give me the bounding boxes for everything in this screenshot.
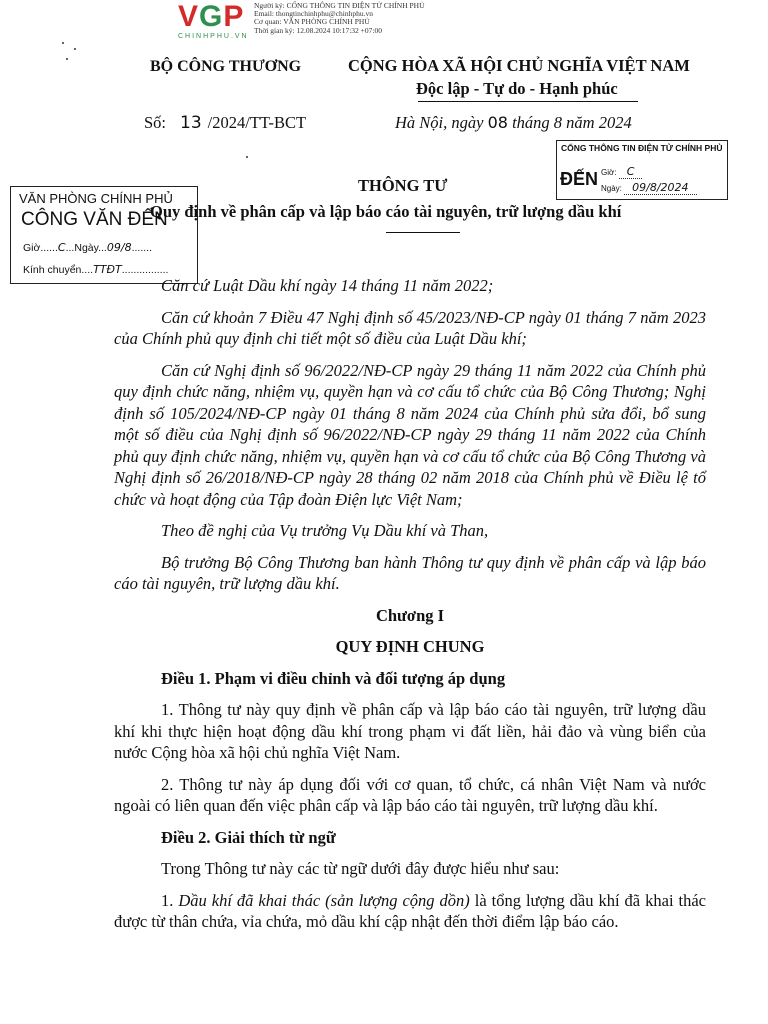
preamble-proposal: Theo đề nghị của Vụ trưởng Vụ Dầu khí và Than, bbox=[161, 521, 489, 540]
place-date-suffix: tháng 8 năm 2024 bbox=[512, 113, 632, 132]
number-handwritten: 13 bbox=[180, 113, 202, 133]
day-handwritten: 08 bbox=[487, 113, 508, 132]
portal-receipt-stamp bbox=[556, 140, 728, 200]
number-suffix: /2024/TT-BCT bbox=[207, 113, 307, 132]
logo-letters: VGP bbox=[178, 0, 245, 33]
scan-speck bbox=[66, 58, 68, 60]
republic-title: CỘNG HÒA XÃ HỘI CHỦ NGHĨA VIỆT NAM bbox=[348, 56, 690, 75]
preamble-decree-96: Căn cứ Nghị định số 96/2022/NĐ-CP ngày 29 tháng 11 năm 2022 của Chính phủ quy định chức năng, nhiệm vụ, quyền hạn và cơ cấu tổ chức của Bộ Công Thương; Nghị định số 105/2024/NĐ-CP ngày 01 tháng 8 năm 2024 của Chính phủ sửa đổi, bổ sung một số điều của Nghị định số 96/2022/NĐ-CP ngày 29 tháng 11 năm 2022 của Chính phủ quy định chức năng, nhiệm vụ, quyền hạn và cơ cấu tổ chức của Bộ Công Thương và Nghị định số 26/2018/NĐ-CP ngày 28 tháng 02 năm 2018 của Chính phủ về Điều lệ tổ chức và hoạt động của Tập đoàn Điện lực Việt Nam; bbox=[114, 360, 706, 509]
article-2-intro: Trong Thông tư này các từ ngữ dưới đây được hiểu như sau: bbox=[161, 859, 560, 878]
document-number bbox=[144, 113, 306, 133]
office-stamp-title: VĂN PHÒNG CHÍNH PHỦ bbox=[19, 191, 173, 206]
article-1-title: Điều 1. Phạm vi điều chỉnh và đối tượng áp dụng bbox=[161, 668, 506, 688]
chapter-number: Chương I bbox=[375, 605, 445, 625]
logo-subtitle: CHINHPHU.VN bbox=[178, 33, 249, 40]
scan-speck bbox=[74, 48, 76, 50]
office-receipt-stamp bbox=[10, 186, 198, 284]
article-1-clause-2: 2. Thông tư này áp dụng đối với cơ quan, tổ chức, cá nhân Việt Nam và nước ngoài có liên quan đến việc phân cấp và lập báo cáo tài nguyên, trữ lượng dầu khí. bbox=[114, 774, 706, 815]
chapter-title: QUY ĐỊNH CHUNG bbox=[335, 637, 485, 656]
signature-signer: Người ký: CỔNG THÔNG TIN ĐIỆN TỬ CHÍNH PHỦ bbox=[254, 1, 425, 10]
national-motto: Độc lập - Tự do - Hạnh phúc bbox=[416, 79, 618, 98]
article-1-clause-1: 1. Thông tư này quy định về phân cấp và lập báo cáo tài nguyên, trữ lượng dầu khí khi thực hiện hoạt động dầu khí trong phạm vi đất liền, hải đảo và vùng biển của nước Cộng hòa xã hội chủ nghĩa Việt Nam. bbox=[114, 700, 706, 762]
issuing-ministry: BỘ CÔNG THƯƠNG bbox=[150, 58, 302, 75]
number-label: Số: bbox=[144, 113, 167, 132]
motto-underline bbox=[418, 101, 638, 102]
office-stamp-time-date: Giờ......C...Ngày...09/8....... bbox=[23, 241, 152, 254]
place-date-prefix: Hà Nội, ngày bbox=[395, 113, 484, 132]
article-2-title: Điều 2. Giải thích từ ngữ bbox=[161, 827, 336, 847]
document-type: THÔNG TƯ bbox=[358, 176, 448, 195]
subject-underline bbox=[386, 232, 460, 233]
document-subject: Quy định về phân cấp và lập báo cáo tài nguyên, trữ lượng dầu khí bbox=[150, 202, 622, 221]
portal-stamp-den: ĐẾN bbox=[560, 169, 599, 189]
scan-speck bbox=[246, 156, 248, 158]
document-body bbox=[114, 275, 706, 943]
signature-agency: Cơ quan: VĂN PHÒNG CHÍNH PHỦ bbox=[254, 17, 370, 27]
preamble-decree-45: Căn cứ khoản 7 Điều 47 Nghị định số 45/2023/NĐ-CP ngày 01 tháng 7 năm 2023 của Chính phủ quy định chi tiết một số điều của Luật Dầu khí; bbox=[114, 307, 706, 348]
portal-stamp-date: Ngày: 09/8/2024 bbox=[601, 181, 697, 194]
article-2-item-1: 1. Dầu khí đã khai thác (sản lượng cộng dồn) là tổng lượng dầu khí đã khai thác được từ thân chứa, vỉa chứa, mỏ dầu khí cập nhật đến thời điểm lập báo cáo. bbox=[114, 890, 706, 931]
vgp-logo bbox=[178, 2, 252, 40]
preamble-issuance: Bộ trưởng Bộ Công Thương ban hành Thông tư quy định về phân cấp và lập báo cáo tài nguyên, trữ lượng dầu khí. bbox=[114, 552, 706, 593]
scan-speck bbox=[62, 42, 64, 44]
portal-stamp-time: Giờ: C bbox=[601, 165, 642, 178]
signature-email: Email: thongtinchinhphu@chinhphu.vn bbox=[254, 9, 373, 19]
office-stamp-big: CÔNG VĂN ĐẾN bbox=[21, 209, 168, 230]
definition-produced-petroleum: là tổng lượng dầu khí đã khai thác được từ thân chứa, vỉa chứa, mỏ dầu khí cập nhật đến thời điểm lập báo cáo. bbox=[114, 890, 706, 931]
office-stamp-forward: Kính chuyển....TTĐT................ bbox=[23, 263, 169, 276]
term-produced-petroleum: Dầu khí đã khai thác (sản lượng cộng dồn) bbox=[178, 890, 470, 910]
signature-time: Thời gian ký: 12.08.2024 10:17:32 +07:00 bbox=[254, 25, 382, 35]
preamble-law: Căn cứ Luật Dầu khí ngày 14 tháng 11 năm 2022; bbox=[161, 276, 494, 295]
place-and-date bbox=[395, 113, 632, 133]
digital-signature-block bbox=[254, 2, 425, 35]
portal-stamp-title: CỔNG THÔNG TIN ĐIỆN TỬ CHÍNH PHỦ bbox=[561, 143, 723, 153]
